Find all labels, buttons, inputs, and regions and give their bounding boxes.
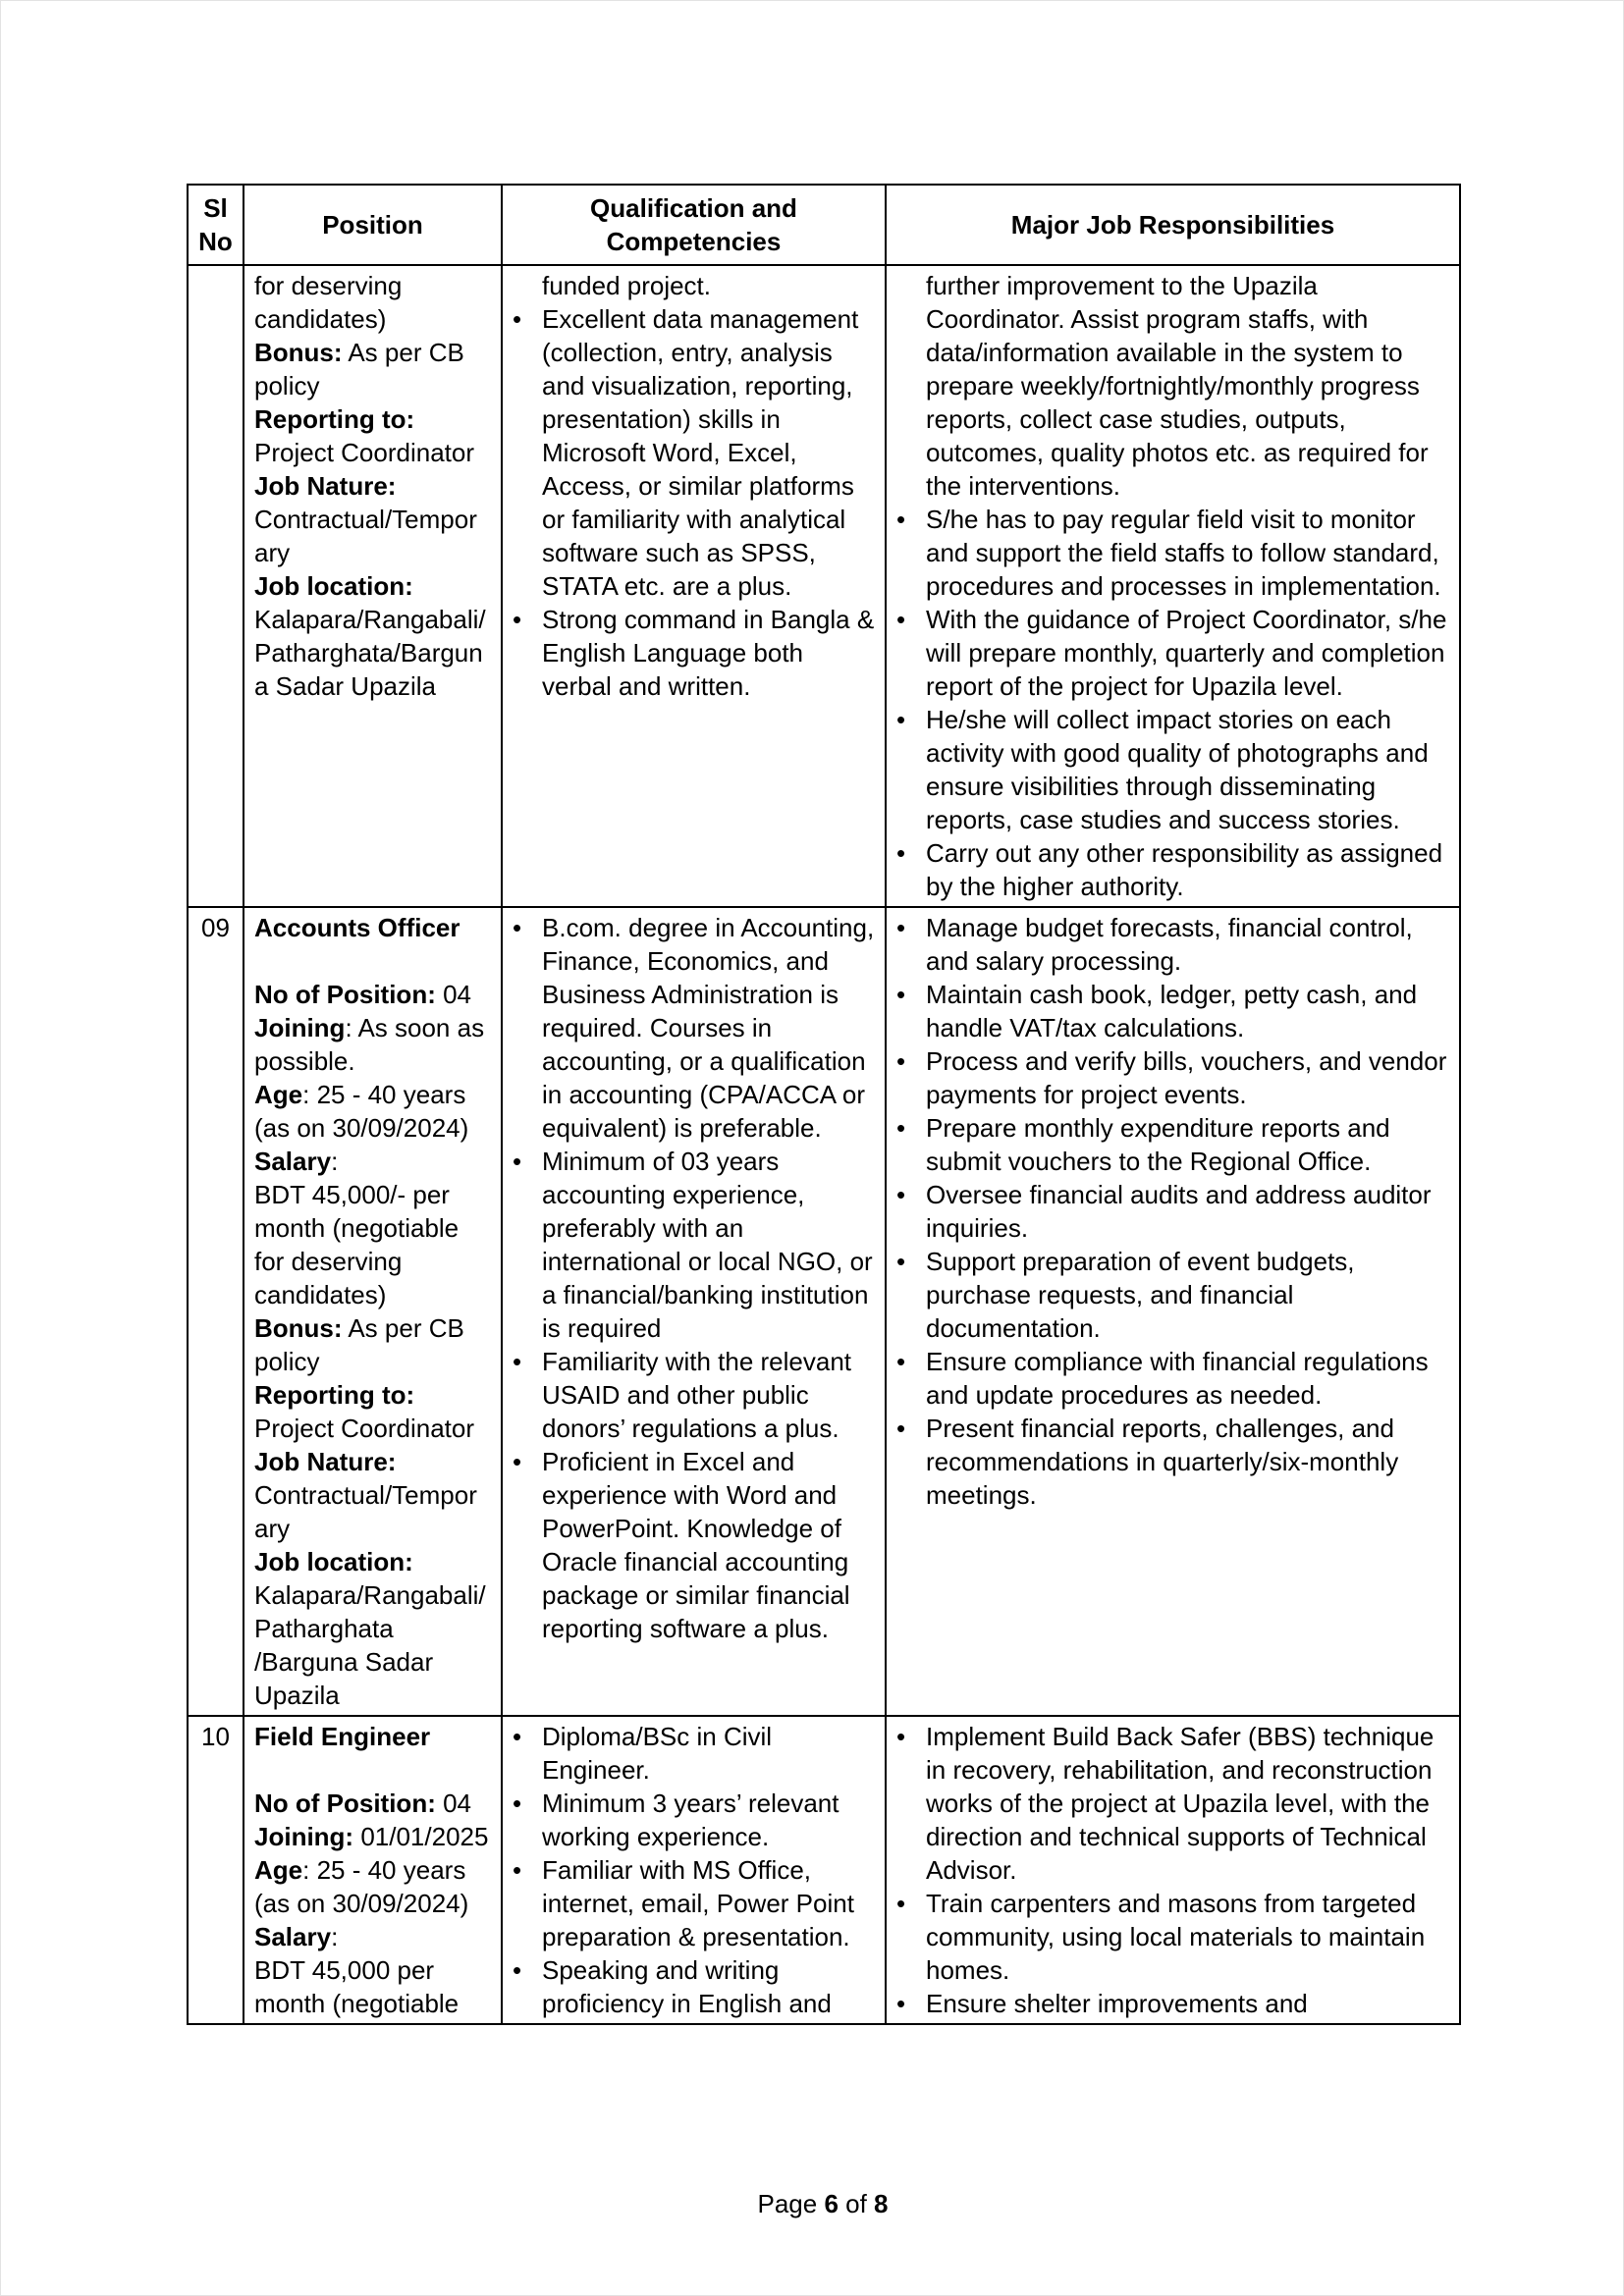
bullet-text [542, 302, 875, 603]
bullet-item [896, 503, 1449, 603]
bullet-item [896, 978, 1449, 1044]
paragraph [254, 469, 491, 569]
cell-qualification-competencies [502, 1716, 886, 2024]
text-run: : As soon as possible. [254, 1013, 485, 1076]
paragraph [254, 1853, 491, 1920]
cell-position [244, 265, 502, 907]
bullet-icon: • [896, 1247, 906, 1276]
bullet-icon: • [896, 1989, 906, 2018]
header-position: Position [244, 185, 502, 265]
bullet-icon: • [513, 1955, 522, 1985]
text-run: Reporting to: [254, 404, 415, 434]
text-run: Speaking and writing proficiency in English and [542, 1955, 832, 2018]
text-run: 04 [435, 980, 472, 1009]
text-run: Job location: [254, 1547, 413, 1576]
text-run: Diploma/BSc in Civil Engineer. [542, 1722, 773, 1785]
paragraph [254, 1720, 491, 1753]
text-run: Bonus: [254, 1313, 343, 1343]
text-run: Joining [254, 1013, 346, 1042]
bullet-icon: • [896, 1180, 906, 1209]
cell-major-job-responsibilities [886, 907, 1460, 1716]
bullet-item [513, 1787, 875, 1853]
text-run: Maintain cash book, ledger, petty cash, and handle VAT/tax calculations. [926, 980, 1418, 1042]
cell-major-job-responsibilities [886, 1716, 1460, 2024]
text-run: Contractual/Temporary [254, 505, 477, 567]
bullet-text [542, 1445, 875, 1645]
bullet-icon: • [513, 1147, 522, 1176]
bullet-text [926, 1111, 1449, 1178]
table-row [188, 907, 1460, 1716]
bullet-text [542, 1345, 875, 1445]
cell-qualification-competencies [502, 907, 886, 1716]
bullet-item [896, 1044, 1449, 1111]
text-run: 8 [874, 2189, 889, 2218]
paragraph [254, 402, 491, 469]
bullet-text [926, 836, 1449, 903]
cell-position [244, 907, 502, 1716]
text-run: Job Nature: [254, 1447, 397, 1476]
bullet-item [896, 1245, 1449, 1345]
text-run: Project Coordinator [254, 438, 474, 467]
paragraph [254, 336, 491, 402]
bullet-icon: • [896, 1889, 906, 1918]
paragraph [254, 1820, 491, 1853]
bullet-item [896, 1178, 1449, 1245]
text-run: Strong command in Bangla & English Language both verbal and written. [542, 605, 875, 701]
text-run: B.com. degree in Accounting, Finance, Economics, and Business Administration is required. Courses in accounting, or a qualification in accounting (CPA/ACCA or equivalent) is preferable. [542, 913, 875, 1143]
bullet-text [926, 703, 1449, 836]
bullet-item [513, 1853, 875, 1953]
bullet-icon: • [896, 838, 906, 868]
bullet-icon: • [513, 1855, 522, 1885]
bullet-item [896, 836, 1449, 903]
bullet-item [896, 1345, 1449, 1412]
bullet-text [926, 1887, 1449, 1987]
cell-position [244, 1716, 502, 2024]
header-major-job-responsibilities: Major Job Responsibilities [886, 185, 1460, 265]
bullet-icon: • [513, 913, 522, 942]
bullet-icon: • [896, 980, 906, 1009]
bullet-item [896, 1987, 1449, 2020]
text-run: Salary [254, 1922, 332, 1951]
text-run: Manage budget forecasts, financial control, and salary processing. [926, 913, 1413, 976]
bullet-item [513, 1145, 875, 1345]
header-qualification-competencies: Qualification and Competencies [502, 185, 886, 265]
text-run: funded project. [542, 271, 712, 300]
bullet-item [896, 911, 1449, 978]
bullet-text [926, 1245, 1449, 1345]
bullet-item [896, 703, 1449, 836]
text-run: Job location: [254, 571, 413, 601]
bullet-item [513, 911, 875, 1145]
text-run: 04 [435, 1789, 472, 1818]
paragraph [254, 1011, 491, 1078]
bullet-text [542, 1953, 875, 2020]
text-run: Carry out any other responsibility as assigned by the higher authority. [926, 838, 1443, 901]
text-run: Excellent data management (collection, entry, analysis and visualization, reporting, presentation) skills in Microsoft Word, Excel, Access, or similar platforms or familiarity with analytical software such as SPSS, STATA etc. are a plus. [542, 304, 859, 601]
text-run: Support preparation of event budgets, purchase requests, and financial documentation. [926, 1247, 1355, 1343]
text-run: Page [757, 2189, 825, 2218]
text-run: BDT 45,000/- per month (negotiable for deserving candidates) [254, 1180, 460, 1309]
bullet-item [896, 1111, 1449, 1178]
bullet-icon: • [896, 1347, 906, 1376]
text-run: 01/01/2025 [353, 1822, 489, 1851]
text-run: further improvement to the Upazila Coordinator. Assist program staffs, with data/information available in the system to prepare weekly/fortnightly/monthly progress reports, collect case studies, outputs, outcomes, quality photos etc. as required for the interventions. [926, 271, 1429, 501]
bullet-item [513, 603, 875, 703]
text-run: Familiarity with the relevant USAID and other public donors’ regulations a plus. [542, 1347, 851, 1443]
bullet-icon: • [896, 605, 906, 634]
paragraph [254, 1078, 491, 1145]
text-run: Age [254, 1855, 303, 1885]
text-run: Train carpenters and masons from targeted community, using local materials to maintain homes. [926, 1889, 1426, 1985]
paragraph [254, 1378, 491, 1445]
bullet-text [542, 1787, 875, 1853]
bullet-item [896, 1412, 1449, 1512]
text-run: Implement Build Back Safer (BBS) technique in recovery, rehabilitation, and reconstruction works of the project at Upazila level, with the direction and technical supports of Technical Advisor. [926, 1722, 1435, 1885]
cell-sl-no: 09 [188, 907, 244, 1716]
paragraph [254, 569, 491, 703]
text-run: With the guidance of Project Coordinator, s/he will prepare monthly, quarterly and completion report of the project for Upazila level. [926, 605, 1447, 701]
bullet-icon: • [513, 605, 522, 634]
text-run: : 25 - 40 years (as on 30/09/2024) [254, 1855, 469, 1918]
text-run: Joining: [254, 1822, 354, 1851]
bullet-item [513, 1953, 875, 2020]
text-run: S/he has to pay regular field visit to monitor and support the field staffs to follow standard, procedures and processes in implementation. [926, 505, 1441, 601]
bullet-icon: • [896, 1046, 906, 1076]
text-run: He/she will collect impact stories on each activity with good quality of photographs and ensure visibilities through disseminating reports, case studies and success stories. [926, 705, 1429, 834]
text-run: As per CB policy [254, 1313, 464, 1376]
paragraph [254, 1145, 491, 1178]
text-run: Familiar with MS Office, internet, email, Power Point preparation & presentation. [542, 1855, 854, 1951]
bullet-text [926, 1178, 1449, 1245]
text-run: 6 [824, 2189, 839, 2218]
paragraph [254, 1787, 491, 1820]
bullet-item [896, 1720, 1449, 1887]
text-run: Field Engineer [254, 1722, 431, 1751]
page-footer [187, 2187, 1459, 2220]
text-run: Present financial reports, challenges, and recommendations in quarterly/six-monthly meetings. [926, 1414, 1399, 1510]
paragraph [254, 1545, 491, 1712]
bullet-text [926, 1412, 1449, 1512]
bullet-icon: • [896, 1722, 906, 1751]
text-run: BDT 45,000 per month (negotiable [254, 1955, 460, 2018]
text-run: As per CB policy [254, 338, 464, 400]
bullet-icon: • [513, 1347, 522, 1376]
bullet-text [926, 1345, 1449, 1412]
bullet-icon: • [513, 1447, 522, 1476]
text-run: Kalapara/Rangabali/Patharghata /Barguna Sadar Upazila [254, 1580, 486, 1710]
bullet-icon: • [896, 705, 906, 734]
bullet-text [926, 1720, 1449, 1887]
bullet-icon: • [513, 1722, 522, 1751]
paragraph [254, 269, 491, 336]
paragraph [254, 1445, 491, 1545]
bullet-icon: • [513, 1789, 522, 1818]
table-row [188, 1716, 1460, 2024]
cell-major-job-responsibilities [886, 265, 1460, 907]
bullet-text [926, 911, 1449, 978]
bullet-item [513, 1720, 875, 1787]
cell-qualification-competencies [502, 265, 886, 907]
bullet-item [896, 1887, 1449, 1987]
bullet-text [542, 603, 875, 703]
bullet-text [542, 1853, 875, 1953]
text-run: Project Coordinator [254, 1414, 474, 1443]
bullet-item [896, 603, 1449, 703]
text-run: Ensure shelter improvements and [926, 1989, 1308, 2018]
bullet-text [926, 603, 1449, 703]
text-run: Process and verify bills, vouchers, and vendor payments for project events. [926, 1046, 1447, 1109]
table-row [188, 265, 1460, 907]
bullet-icon: • [896, 505, 906, 534]
bullet-text [542, 911, 875, 1145]
text-run: for deserving candidates) [254, 271, 403, 334]
bullet-item [513, 302, 875, 603]
paragraph [254, 1178, 491, 1311]
paragraph [254, 1920, 491, 1953]
text-run: Minimum of 03 years accounting experience, preferably with an international or local NGO, or a financial/banking institution is required [542, 1147, 873, 1343]
text-run: Ensure compliance with financial regulations and update procedures as needed. [926, 1347, 1429, 1410]
blank-line [254, 1753, 491, 1787]
text-run: : [331, 1922, 339, 1951]
paragraph [254, 911, 491, 944]
bullet-icon: • [896, 1113, 906, 1143]
text-run: Reporting to: [254, 1380, 415, 1410]
text-run: No of Position: [254, 980, 436, 1009]
table-header-row [188, 185, 1460, 265]
bullet-text [926, 1044, 1449, 1111]
text-run: Minimum 3 years’ relevant working experience. [542, 1789, 839, 1851]
bullet-text [926, 978, 1449, 1044]
paragraph [513, 269, 875, 302]
text-run: of [838, 2189, 875, 2218]
text-run: : 25 - 40 years (as on 30/09/2024) [254, 1080, 469, 1143]
paragraph [896, 269, 1449, 503]
text-run: Salary [254, 1147, 332, 1176]
text-run: Prepare monthly expenditure reports and submit vouchers to the Regional Office. [926, 1113, 1390, 1176]
text-run: Proficient in Excel and experience with Word and PowerPoint. Knowledge of Oracle financial accounting package or similar financial reporting software a plus. [542, 1447, 850, 1643]
paragraph [254, 1953, 491, 2020]
text-run: Job Nature: [254, 471, 397, 501]
job-positions-table [187, 184, 1461, 2025]
text-run: Age [254, 1080, 303, 1109]
bullet-item [513, 1445, 875, 1645]
cell-sl-no [188, 265, 244, 907]
text-run: : [331, 1147, 339, 1176]
text-run: Accounts Officer [254, 913, 460, 942]
bullet-text [926, 1987, 1449, 2020]
bullet-text [926, 503, 1449, 603]
paragraph [254, 1311, 491, 1378]
text-run: Oversee financial audits and address auditor inquiries. [926, 1180, 1432, 1243]
bullet-icon: • [513, 304, 522, 334]
blank-line [254, 944, 491, 978]
bullet-text [542, 1720, 875, 1787]
bullet-icon: • [896, 1414, 906, 1443]
text-run: No of Position: [254, 1789, 436, 1818]
text-run: Bonus: [254, 338, 343, 367]
cell-sl-no: 10 [188, 1716, 244, 2024]
bullet-text [542, 1145, 875, 1345]
text-run: Kalapara/Rangabali/Patharghata/Barguna Sadar Upazila [254, 605, 486, 701]
header-sl-no: Sl No [188, 185, 244, 265]
bullet-item [513, 1345, 875, 1445]
paragraph [254, 978, 491, 1011]
text-run: Contractual/Temporary [254, 1480, 477, 1543]
bullet-icon: • [896, 913, 906, 942]
